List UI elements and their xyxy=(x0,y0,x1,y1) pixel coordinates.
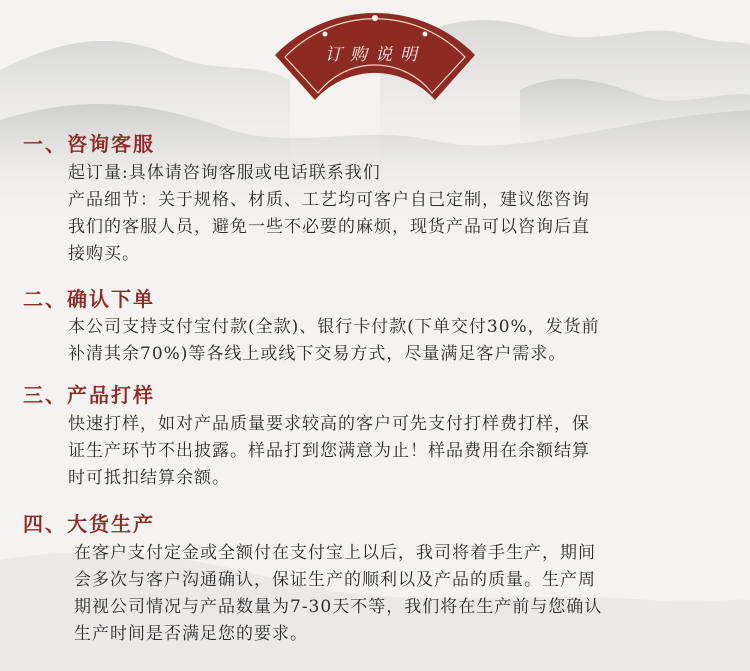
section-heading: 三、产品打样 xyxy=(23,383,155,407)
section-body: 在客户支付定金或全额付在支付宝上以后，我司将着手生产，期间 会多次与客户沟通确认，保证生产的顺利以及产品的质量。生产周 期视公司情况与产品数量为7-30天不等，我们将在生产前与您确认 生产时间是否满足您的要求。 xyxy=(74,543,603,644)
section-heading: 一、咨询客服 xyxy=(23,132,155,156)
section-body: 快速打样，如对产品质量要求较高的客户可先支付打样费打样，保 证生产环节不出披露。样品打到您满意为止！样品费用在余额结算 时可抵扣结算余额。 xyxy=(68,414,590,488)
section-heading: 二、确认下单 xyxy=(23,287,155,311)
section-heading: 四、大货生产 xyxy=(23,512,155,536)
section-body: 起订量:具体请咨询客服或电话联系我们 产品细节：关于规格、材质、工艺均可客户自己定制，建议您咨询 我们的客服人员，避免一些不必要的麻烦，现货产品可以咨询后直 接购买。 xyxy=(68,163,590,264)
section-body: 本公司支持支付宝付款(全款)、银行卡付款(下单交付30%，发货前 补清其余70%)等各线上或线下交易方式，尽量满足客户需求。 xyxy=(68,317,600,364)
banner-title: 订购说明 xyxy=(325,45,425,65)
